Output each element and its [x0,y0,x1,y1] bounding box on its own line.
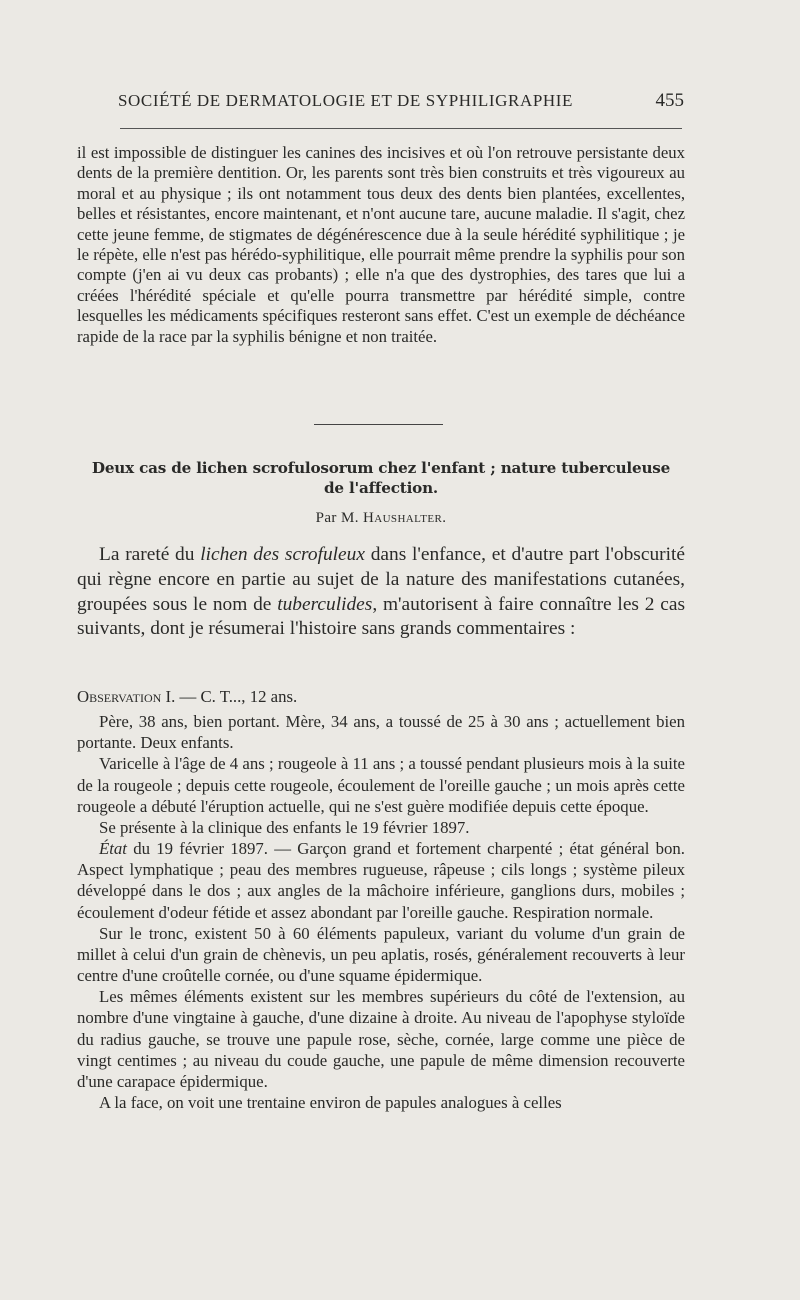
observation-paragraph-1: Père, 38 ans, bien portant. Mère, 34 ans, a toussé de 25 à 30 ans ; actuellement bien portante. Deux enfants. [77,712,685,753]
observation-paragraph-7: A la face, on voit une trentaine environ de papules analogues à celles [99,1092,562,1112]
author-name: Haushalter. [363,510,447,526]
running-head [118,90,684,112]
observation-paragraph-2: Varicelle à l'âge de 4 ans ; rougeole à 11 ans ; a toussé pendant plusieurs mois à la suite de la rougeole ; depuis cette rougeole, écoulement de l'oreille gauche ; un mois après cette rougeole a débuté l'éruption actuelle, qui ne s'est guère modifiée depuis cette époque. [77,754,685,816]
observation-heading-rest: — C. T..., 12 ans. [175,687,298,706]
observation-paragraph-4-text: du 19 février 1897. — Garçon grand et fortement charpenté ; état général bon. Aspect lymphatique ; peau des membres rugueuse, râpeuse ; cils longs ; système pileux développé dans le dos ; aux angles de la mâchoire inférieure, ganglions durs, mobiles ; écoulement d'odeur fétide et assez abondant par l'oreille gauche. Respiration normale. [77,839,685,922]
intro-emphasis-lichen: lichen des scrofuleux [200,544,365,565]
article-title-line-1: Deux cas de lichen scrofulosorum chez l'enfant ; nature tuberculeuse [91,459,671,477]
observation-paragraph-6: Les mêmes éléments existent sur les membres supérieurs du côté de l'extension, au nombre d'une vingtaine à gauche, d'une dizaine à droite. Au niveau de l'apophyse styloïde du radius gauche, se trouve une papule rose, sèche, cornée, large comme une pièce de vingt centimes ; au niveau du coude gauche, une papule de même dimension recouverte d'une carapace épidermique. [77,987,685,1091]
intro-emphasis-tuberculides: tuberculides [277,593,373,615]
author-prefix: Par M. [315,510,359,526]
page-number: 455 [655,90,684,111]
observation-paragraph-4 [77,838,685,923]
header-rule [120,128,682,129]
paragraph-continuation [77,143,685,347]
intro-text-3: , m'autorisent à faire connaître les 2 cas suivants, dont je résumerai l'histoire sans grands commentaires : [77,593,685,640]
article-title [77,458,685,498]
intro-text [77,543,685,642]
intro-text-1: La rareté du [99,544,201,565]
observation-heading [77,686,685,707]
observation-paragraph-3: Se présente à la clinique des enfants le 19 février 1897. [99,817,470,837]
intro-text-2: dans l'enfance, et d'autre part l'obscurité qui règne encore en partie au sujet de la nature des manifestations cutanées, groupées sous le nom de [77,544,685,615]
article-title-line-2: de l'affection. [323,479,439,497]
article-author [77,510,685,527]
observation-paragraph-5: Sur le tronc, existent 50 à 60 éléments papuleux, variant du volume d'un grain de millet à celui d'un grain de chènevis, un peu aplatis, rosés, généralement recouverts à leur centre d'une croûtelle cornée, ou d'une squame épidermique. [77,923,685,986]
running-title: SOCIÉTÉ DE DERMATOLOGIE ET DE SYPHILIGRAPHIE [118,91,574,110]
intro-paragraph [77,543,685,642]
etat-emphasis: État [99,839,127,859]
paragraph-1: il est impossible de distinguer les canines des incisives et où l'on retrouve persistante deux dents de la première dentition. Or, les parents sont très bien construits et très vigoureux au moral et au physique ; ils ont notamment tous deux des dents bien plantées, excellentes, belles et résistantes, encore maintenant, et n'ont aucune tare, aucune maladie. Il s'agit, chez cette jeune femme, de stigmates de dégénérescence due à la seule hérédité syphilitique ; je le répète, elle n'est pas hérédo-syphilitique, elle pourrait même prendre la syphilis pour son compte (j'en ai vu deux cas probants) ; elle n'a que des dystrophies, des tares que lui a créées l'hérédité spéciale et qu'elle pourra transmettre par hérédité simple, contre lesquelles les médicaments spécifiques resteront sans effet. C'est un exemple de déchéance rapide de la race par la syphilis bénigne et non traitée. [77,143,685,346]
observation-section [77,686,685,1113]
observation-label: Observation I. [77,687,176,706]
section-separator [314,424,443,425]
